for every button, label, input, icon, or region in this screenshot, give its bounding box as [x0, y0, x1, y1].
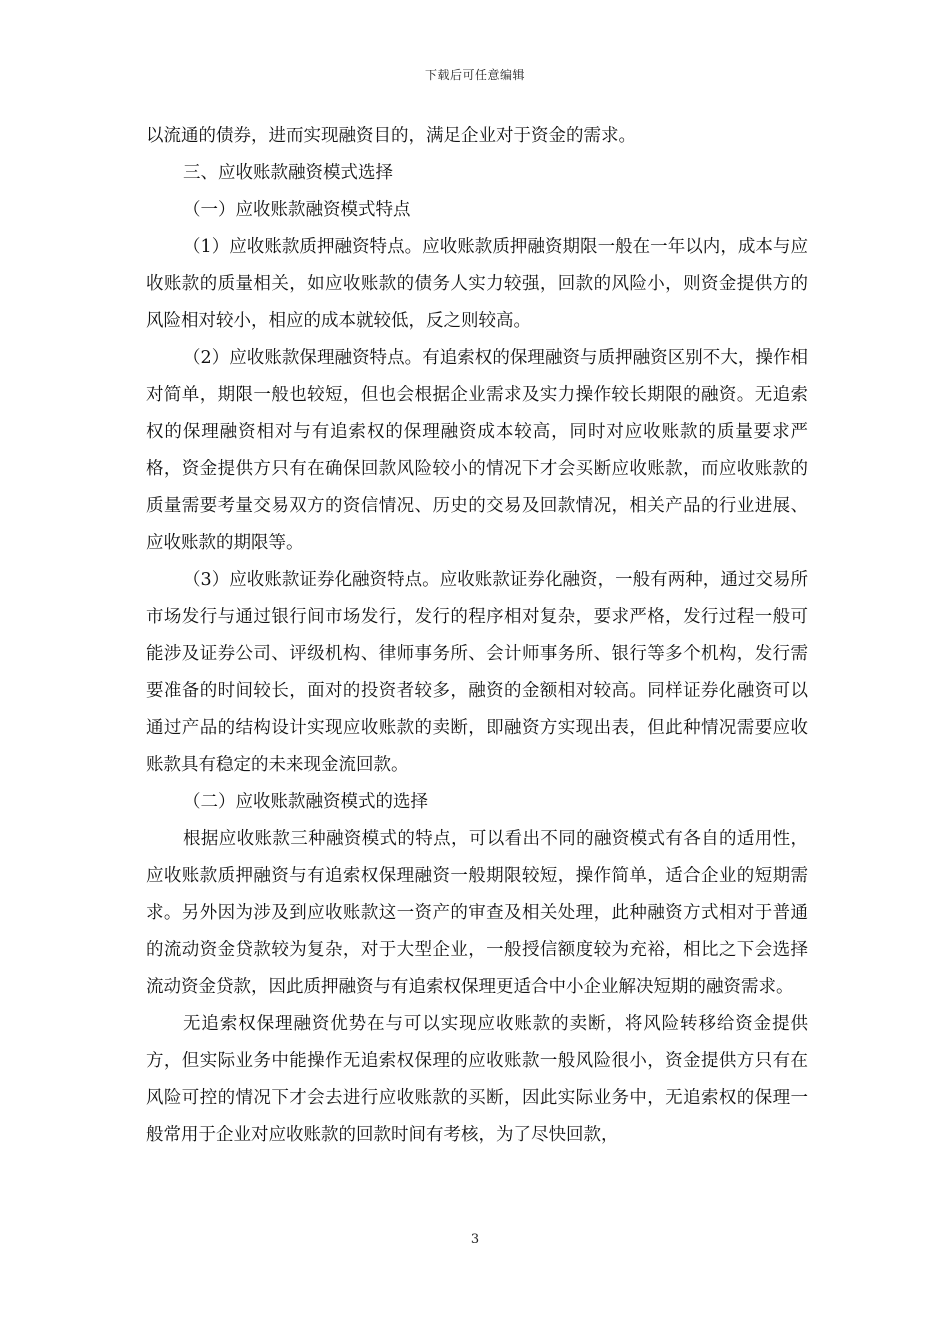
paragraph: 根据应收账款三种融资模式的特点，可以看出不同的融资模式有各自的适用性，应收账款质押融资与有追索权保理融资一般期限较短，操作简单，适合企业的短期需求。另外因为涉及到应收账款这一资产的审查及相关处理，此种融资方式相对于普通的流动资金贷款较为复杂，对于大型企业，一般授信额度较为充裕，相比之下会选择流动资金贷款，因此质押融资与有追索权保理更适合中小企业解决短期的融资需求。 — [146, 829, 808, 997]
document-body — [146, 118, 808, 1154]
subsection-heading: （二）应收账款融资模式的选择 — [183, 792, 428, 812]
subsection-heading: （一）应收账款融资模式特点 — [183, 200, 411, 220]
paragraph-continuation: 以流通的债券，进而实现融资目的，满足企业对于资金的需求。 — [146, 126, 636, 146]
paragraph: （3）应收账款证券化融资特点。应收账款证券化融资，一般有两种，通过交易所市场发行与通过银行间市场发行，发行的程序相对复杂，要求严格，发行过程一般可能涉及证券公司、评级机构、律师事务所、会计师事务所、银行等多个机构，发行需要准备的时间较长，面对的投资者较多，融资的金额相对较高。同样证券化融资可以通过产品的结构设计实现应收账款的卖断，即融资方实现出表，但此种情况需要应收账款具有稳定的未来现金流回款。 — [146, 570, 808, 775]
paragraph: 无追索权保理融资优势在与可以实现应收账款的卖断，将风险转移给资金提供方，但实际业务中能操作无追索权保理的应收账款一般风险很小，资金提供方只有在风险可控的情况下才会去进行应收账款的买断，因此实际业务中，无追索权的保理一般常用于企业对应收账款的回款时间有考核，为了尽快回款， — [146, 1014, 808, 1145]
paragraph: （1）应收账款质押融资特点。应收账款质押融资期限一般在一年以内，成本与应收账款的质量相关，如应收账款的债务人实力较强，回款的风险小，则资金提供方的风险相对较小，相应的成本就较低，反之则较高。 — [146, 237, 808, 331]
page-number: 3 — [470, 1232, 480, 1247]
section-heading: 三、应收账款融资模式选择 — [183, 163, 393, 183]
page-header: 下载后可任意编辑 — [424, 68, 525, 82]
paragraph: （2）应收账款保理融资特点。有追索权的保理融资与质押融资区别不大，操作相对简单，期限一般也较短，但也会根据企业需求及实力操作较长期限的融资。无追索权的保理融资相对与有追索权的保理融资成本较高，同时对应收账款的质量要求严格，资金提供方只有在确保回款风险较小的情况下才会买断应收账款，而应收账款的质量需要考量交易双方的资信情况、历史的交易及回款情况，相关产品的行业进展、应收账款的期限等。 — [146, 348, 808, 553]
